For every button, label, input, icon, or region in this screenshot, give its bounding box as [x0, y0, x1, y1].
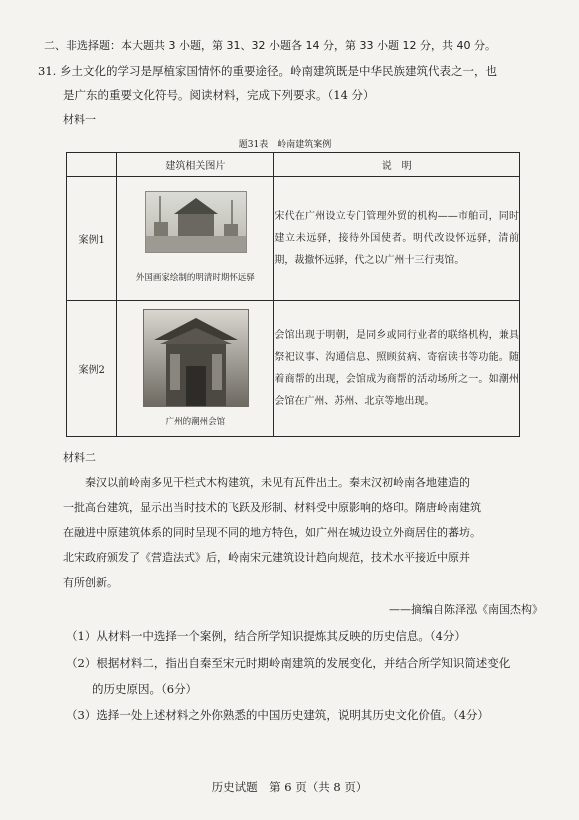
question-31-intro-line2: 是广东的重要文化符号。阅读材料，完成下列要求。（14 分）: [63, 88, 375, 102]
material-2-line: 一批高台建筑，显示出当时技术的飞跃及形制、材料受中原影响的烙印。隋唐岭南建筑: [63, 501, 481, 514]
section-heading: 二、非选择题：本大题共 3 小题，第 31、32 小题各 14 分，第 33 小题 12 分，共 40 分。: [44, 39, 496, 52]
sub-question-3: （3）选择一处上述材料之外你熟悉的中国历史建筑，说明其历史文化价值。（4分）: [66, 708, 489, 722]
table-header-row: [67, 153, 520, 177]
material-2-line: 秦汉以前岭南多见干栏式木构建筑，未见有瓦件出土。秦末汉初岭南各地建造的: [85, 476, 470, 489]
table-header-image: 建筑相关图片: [117, 153, 274, 177]
case-image-cell: [117, 301, 274, 437]
case-label: 案例1: [67, 177, 117, 301]
case-label: 案例2: [67, 301, 117, 437]
table-caption: 题31表 岭南建筑案例: [238, 140, 332, 150]
material-2-line: 有所创新。: [63, 576, 118, 589]
chaozhou-guild-hall-photo: [143, 309, 249, 407]
table-header-empty: [67, 153, 117, 177]
sub-question-2: （2）根据材料二，指出自秦至宋元时期岭南建筑的发展变化，并结合所学知识简述变化: [66, 656, 511, 670]
case-description: 会馆出现于明朝，是同乡或同行业者的联络机构，兼具祭祀议事、沟通信息、照顾贫病、寄宿读书等功能。随着商帮的出现，会馆成为商帮的活动场所之一。如潮州会馆在广州、苏州、北京等地出现。: [274, 301, 520, 437]
page-footer: 历史试题 第 6 页（共 8 页）: [211, 780, 368, 794]
material-2-source: ——摘编自陈泽泓《南国杰构》: [389, 603, 543, 616]
huaiyuan-post-house-illustration: [145, 191, 247, 253]
case-image-caption: 广州的潮州会馆: [165, 417, 226, 427]
table-header-description: 说 明: [274, 153, 520, 177]
sub-question-2-continued: 的历史原因。（6分）: [92, 682, 198, 696]
case-image-cell: [117, 177, 274, 301]
question-31-intro-line1: 31. 乡土文化的学习是厚植家国情怀的重要途径。岭南建筑既是中华民族建筑代表之一，也: [38, 64, 497, 78]
case-image-caption: 外国画家绘制的明清时期怀远驿: [135, 273, 255, 283]
case-description: 宋代在广州设立专门管理外贸的机构——市舶司，同时建立未远驿，接待外国使者。明代改设怀远驿，清前期，裁撤怀远驿，代之以广州十三行夷馆。: [274, 177, 520, 301]
material-2-line: 北宋政府颁发了《营造法式》后，岭南宋元建筑设计趋向规范，技术水平接近中原并: [63, 551, 470, 564]
table-row: [67, 301, 520, 437]
table-row: [67, 177, 520, 301]
sub-question-1: （1）从材料一中选择一个案例，结合所学知识提炼其反映的历史信息。（4分）: [66, 629, 466, 643]
cases-table: [66, 152, 520, 437]
material-1-label: 材料一: [63, 113, 96, 126]
material-2-label: 材料二: [63, 451, 96, 464]
material-2-line: 在融进中原建筑体系的同时呈现不同的地方特色，如广州在城边设立外商居住的蕃坊。: [63, 526, 481, 539]
